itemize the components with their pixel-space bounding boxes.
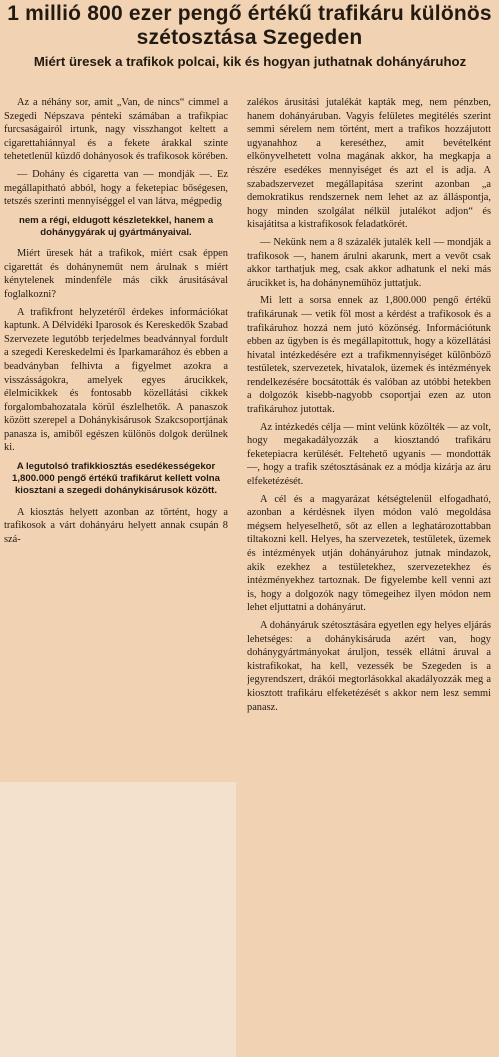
right-column bbox=[247, 96, 491, 1056]
paragraph: Az intézkedés célja — mint velünk közölték — az volt, hogy megakadályozzák a kiosztandó trafikáru feketepiacra kerülését. Feltehető ugyanis — mondották —, hogy a trafik szétosztásának ez a módja kizárja az áru elfeketézését. bbox=[247, 421, 491, 488]
paragraph: A cél és a magyarázat kétségtelenül elfogadható, azonban a kérdésnek ilyen módon való megoldása mégsem helyeselhető, sőt az ellen a leghatározottabban tiltakozni kell. Helyes, ha szervezetek, testületek, üzemek és intézmények utján dohányáruhoz jutnak mindazok, akik ezekhez a testületekhez, szervezetekhez és intézményekhez tartoznak. De figyelembe kell venni azt is, hogy a dolgozók nagy tömegeihez ilyen módon nem lehet eljuttatni a dohányárut. bbox=[247, 493, 491, 614]
paragraph: A kiosztás helyett azonban az történt, hogy a trafikosok a várt dohányáru helyett annak csupán 8 szá- bbox=[4, 506, 228, 545]
paragraph: — Dohány és cigaretta van — mondják —. Ez megállapitható abból, hogy a feketepiac bőségesen, tetszés szerinti mennyiséggel el van látva, mégpedig bbox=[4, 168, 228, 208]
paragraph: Az a néhány sor, amit „Van, de nincs“ cimmel a Szegedi Népszava pénteki számában a trafikpiac furcsaságairól irtunk, nagy visszhangot keltett a cigarettahiánnyal és a fekete árakkal szinte tehetetlenül küzdő dohányosok és trafikosok körében. bbox=[4, 97, 228, 163]
paragraph: zalékos árusitási jutalékát kapták meg, nem pénzben, hanem dohányáruban. Vagyis felületes megitélés szerint semmi sérelem nem történt, mert a trafikos hozzájutott ugyanahhoz a kereséthez, amit bevételként elkönyvelhetett volna magának akkor, ha megkapja a részére esedékes mennyiséget és azt el is adja. A szabadszervezet megállapitása szerint azonban „a demokratikus rendszernek nem lehet az az álláspontja, hogy minden szolgálat nélkül jutalékot adjon“ és kisajátitsa a kistrafikosok feladatkörét. bbox=[247, 97, 491, 231]
highlighted-quote: nem a régi, eldugott készletekkel, hanem a dohánygyárak uj gyártmányaival. bbox=[18, 214, 214, 238]
left-column bbox=[4, 96, 228, 796]
paragraph: A trafikfront helyzetéről érdekes információkat kaptunk. A Délvidéki Iparosok és Kereskedők Szabad Szervezete legutóbb terjedelmes beadvánnyal fordult a szegedi Kereskedelmi és Iparkamarához és ebben a beadványban felhivta a figyelmet azokra a visszásságokra, amelyek egyes árucikkek, élelmicikkek és fontosabb közellátási cikkek forgalombahozatala körül észlelhetők. A panaszok között szerepel a Dohánykisárusok Szakcsoportjának panasza is, amiből egészen különös dolgok derülnek ki. bbox=[4, 306, 228, 454]
paragraph: Miért üresek hát a trafikok, miért csak éppen cigarettát és dohányneműt nem árulnak s miért kénytelenek mindenféle más cikk árusitásával foglalkozni? bbox=[4, 248, 228, 300]
highlighted-quote: A legutolsó trafikkiosztás esedékességekor 1,800.000 pengő értékű trafikárut kellett volna kiosztani a szegedi dohánykisárusok között. bbox=[12, 461, 220, 497]
clipping-edge bbox=[0, 782, 236, 1057]
subheadline: Miért üresek a trafikok polcai, kik és hogyan juthatnak dohányáruhoz bbox=[33, 54, 467, 69]
paragraph: — Nekünk nem a 8 százalék jutalék kell — mondják a trafikosok —, hanem árulni akarunk, mert a vevőt csak akkor tarthatjuk meg, csak akkor adhatunk el neki más árucikket is, ha dohányneműhöz juttatjuk. bbox=[247, 236, 491, 289]
paragraph: A dohányáruk szétosztására egyetlen egy helyes eljárás lehetséges: a dohánykisáruda azért van, hogy dohánygyártmányokat áruljon, tessék ellátni áruval a kistrafikokat, ha kell, vezessék be Szegeden is a jegyrendszert, drákói megtorlásokkal akadályozzák meg a kiosztott trafikáru elfeketézését s akkor nem lesz semmi panasz. bbox=[247, 619, 491, 713]
paragraph: Mi lett a sorsa ennek az 1,800.000 pengő értékű trafikárunak — vetik föl most a kérdést a trafikosok és a trafikáruhoz hozzá nem jutó közönség. Információtunk ebben az ügyben is és megállapitottuk, hogy a közellátási hivatal intézkedésére ezt a trafikmennyiséget különböző testületek, szervezetek, hivatalok, üzemek és intézmények rendelkezésére bocsátották és valóban az utóbbi hetekben a dolgozók kisebb-nagyobb csoportjai ezen az uton trafikáruhoz jutottak. bbox=[247, 295, 491, 416]
headline: 1 millió 800 ezer pengő értékű trafikáru különös szétosztása Szegeden bbox=[7, 2, 492, 49]
